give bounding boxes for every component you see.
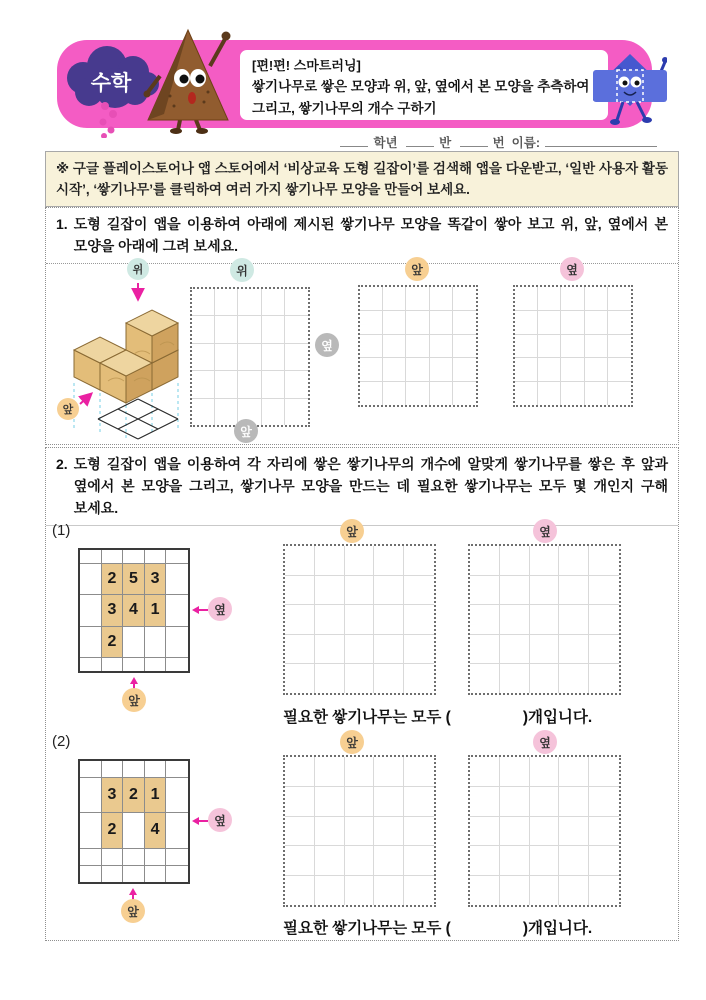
floor-grid	[98, 399, 178, 439]
grid-cell[interactable]	[285, 817, 315, 847]
grid-cell	[166, 866, 188, 882]
series-tag: [편!편! 스마트러닝]	[252, 58, 361, 73]
grid-cell[interactable]	[315, 605, 345, 635]
grid-cell[interactable]	[559, 846, 589, 876]
student-info-line	[335, 133, 662, 151]
grid-cell	[123, 813, 145, 848]
grid-cell	[166, 813, 188, 848]
grid-cell[interactable]	[589, 787, 619, 817]
grid-cell	[80, 595, 102, 627]
grid-cell[interactable]	[215, 371, 238, 398]
grid-cell[interactable]	[285, 316, 308, 343]
grid-cell[interactable]	[262, 344, 285, 371]
item-2-answer-sentence	[283, 916, 592, 938]
item-1-front-view-label: 앞	[340, 519, 364, 543]
grid-cell[interactable]	[500, 817, 530, 847]
grid-cell[interactable]	[470, 757, 500, 787]
question-2-text: 도형 길잡이 앱을 이용하여 각 자리에 쌓은 쌓기나무의 개수에 알맞게 쌓기나무를 쌓은 후 앞과 옆에서 본 모양을 그리고, 쌓기나무 모양을 만드는 데 필요한 쌓기나무는 모두 몇 개인지 구해 보세요.	[73, 456, 668, 516]
grid-cell	[166, 564, 188, 596]
grid-cell	[80, 849, 102, 866]
grid-cell[interactable]	[360, 382, 383, 405]
grid-cell	[80, 550, 102, 564]
grid-cell[interactable]	[404, 576, 434, 606]
grid-cell[interactable]	[315, 635, 345, 665]
grid-cell[interactable]	[561, 358, 584, 382]
grid-cell[interactable]	[530, 846, 560, 876]
answer-prefix: 필요한 쌓기나무는 모두 (	[283, 709, 451, 726]
answer-suffix: )개입니다.	[522, 920, 593, 937]
grid-cell[interactable]	[608, 382, 631, 405]
grid-cell[interactable]	[262, 371, 285, 398]
grid-cell	[145, 849, 167, 866]
grid-cell[interactable]	[559, 546, 589, 576]
grid-cell[interactable]	[515, 358, 538, 382]
grid-cell[interactable]	[500, 546, 530, 576]
name-blank[interactable]	[545, 134, 657, 147]
grid-cell[interactable]	[215, 289, 238, 316]
grid-cell[interactable]	[530, 787, 560, 817]
grid-cell[interactable]	[315, 757, 345, 787]
grid-cell	[166, 849, 188, 866]
grid-cell[interactable]	[585, 287, 608, 311]
grid-cell[interactable]	[215, 344, 238, 371]
grid-1-side-label: 옆	[208, 597, 232, 621]
grid-cell[interactable]	[345, 546, 375, 576]
figure-front-label: 앞	[62, 404, 74, 416]
grid-cell	[166, 627, 188, 659]
class-blank[interactable]	[406, 134, 434, 147]
grid-cell[interactable]	[559, 605, 589, 635]
top-grid-side-hint: 옆	[315, 333, 339, 357]
item-1-front-answer-grid[interactable]	[283, 544, 436, 695]
answer-suffix: )개입니다.	[522, 709, 593, 726]
grid-cell[interactable]	[238, 371, 261, 398]
grid-cell[interactable]	[406, 335, 429, 359]
triangle-mascot-icon	[138, 24, 238, 136]
grid-cell[interactable]	[215, 399, 238, 425]
grid-cell[interactable]	[500, 876, 530, 905]
count-grid-1	[78, 548, 190, 673]
grid-cell[interactable]	[589, 757, 619, 787]
grid-cell[interactable]	[470, 817, 500, 847]
grid-cell	[166, 550, 188, 564]
grid-cell[interactable]	[470, 546, 500, 576]
item-1-side-answer-grid[interactable]	[468, 544, 621, 695]
grid-cell[interactable]	[192, 289, 215, 316]
question-2-row	[46, 448, 678, 526]
grid-cell	[102, 550, 124, 564]
grid-cell[interactable]	[453, 335, 476, 359]
grid-cell: 1	[145, 778, 167, 813]
grid-cell[interactable]	[559, 787, 589, 817]
grid-cell	[123, 658, 145, 671]
grid-cell[interactable]	[315, 787, 345, 817]
grid-cell[interactable]	[404, 664, 434, 693]
grid-2-side-label: 옆	[208, 808, 232, 832]
grid-cell[interactable]	[585, 358, 608, 382]
grid-cell	[80, 813, 102, 848]
grade-label: 학년	[373, 136, 398, 150]
grid-cell: 3	[145, 564, 167, 596]
grid-cell[interactable]	[608, 335, 631, 359]
grid-cell[interactable]	[515, 382, 538, 405]
grid-cell[interactable]	[374, 664, 404, 693]
grid-cell[interactable]	[383, 358, 406, 382]
grid-cell[interactable]	[589, 817, 619, 847]
number-blank[interactable]	[460, 134, 488, 147]
grid-cell[interactable]	[404, 635, 434, 665]
grade-blank[interactable]	[340, 134, 368, 147]
grid-cell[interactable]	[538, 311, 561, 335]
grid-cell[interactable]	[430, 335, 453, 359]
grid-cell[interactable]	[530, 546, 560, 576]
grid-cell[interactable]	[500, 576, 530, 606]
title-box	[237, 47, 611, 123]
grid-1-front-label: 앞	[122, 688, 146, 712]
grid-cell[interactable]	[345, 817, 375, 847]
grid-cell[interactable]	[383, 335, 406, 359]
grid-cell	[80, 761, 102, 778]
item-2-label: (2)	[52, 733, 71, 750]
question-2-number: 2.	[56, 456, 68, 472]
view-label-side: 옆	[560, 257, 584, 281]
answer-grid-side-view[interactable]	[513, 285, 633, 407]
grid-cell[interactable]	[374, 787, 404, 817]
wood-cubes	[74, 310, 178, 403]
grid-cell[interactable]	[589, 664, 619, 693]
grid-cell[interactable]	[360, 311, 383, 335]
grid-cell[interactable]	[315, 546, 345, 576]
grid-cell[interactable]	[285, 399, 308, 425]
figure-top-label: 위	[132, 264, 144, 276]
grid-cell[interactable]	[374, 635, 404, 665]
grid-cell	[123, 849, 145, 866]
grid-cell[interactable]	[285, 635, 315, 665]
grid-cell[interactable]	[285, 846, 315, 876]
grid-cell	[102, 849, 124, 866]
grid-cell[interactable]	[470, 576, 500, 606]
grid-cell[interactable]	[470, 605, 500, 635]
grid-cell[interactable]	[470, 876, 500, 905]
view-label-top: 위	[230, 258, 254, 282]
grid-cell[interactable]	[345, 605, 375, 635]
grid-cell[interactable]	[192, 344, 215, 371]
grid-cell[interactable]	[315, 817, 345, 847]
grid-cell[interactable]	[374, 846, 404, 876]
grid-cell[interactable]	[404, 757, 434, 787]
answer-grid-top-view[interactable]	[190, 287, 310, 427]
grid-cell: 4	[145, 813, 167, 848]
grid-cell[interactable]	[470, 635, 500, 665]
grid-cell[interactable]	[589, 605, 619, 635]
grid-cell[interactable]	[561, 287, 584, 311]
item-1-answer-sentence	[283, 705, 592, 727]
question-1-number: 1.	[56, 216, 68, 232]
grid-cell[interactable]	[192, 316, 215, 343]
grid-cell	[166, 658, 188, 671]
item-2-side-view-label: 옆	[533, 730, 557, 754]
grid-cell	[123, 761, 145, 778]
grid-cell	[102, 866, 124, 882]
grid-cell[interactable]	[345, 576, 375, 606]
grid-cell[interactable]	[315, 576, 345, 606]
grid-cell	[80, 778, 102, 813]
grid-cell[interactable]	[585, 382, 608, 405]
count-grid-2	[78, 759, 190, 884]
grid-cell: 2	[102, 627, 124, 659]
grid-cell	[80, 866, 102, 882]
item-2-side-answer-grid[interactable]	[468, 755, 621, 907]
grid-cell[interactable]	[530, 635, 560, 665]
grid-cell[interactable]	[345, 876, 375, 905]
grid-cell[interactable]	[559, 817, 589, 847]
grid-cell[interactable]	[345, 635, 375, 665]
app-notice-box: ※ 구글 플레이스토어나 앱 스토어에서 ‘비상교육 도형 길잡이’를 검색해 앱을 다운받고, ‘일반 사용자 활동 시작’, ‘쌓기나무’를 클릭하여 여러 가지 쌓기나무 모양을 만들어 보세요.	[45, 151, 679, 207]
grid-cell[interactable]	[559, 576, 589, 606]
badge-label: 수학	[90, 72, 132, 95]
answer-grid-front-view[interactable]	[358, 285, 478, 407]
grid-cell[interactable]	[406, 358, 429, 382]
grid-cell[interactable]	[559, 757, 589, 787]
grid-cell[interactable]	[238, 316, 261, 343]
grid-cell[interactable]	[345, 846, 375, 876]
grid-cell[interactable]	[530, 757, 560, 787]
grid-cell[interactable]	[559, 664, 589, 693]
grid-cell[interactable]	[285, 757, 315, 787]
grid-cell[interactable]	[315, 846, 345, 876]
grid-cell	[102, 658, 124, 671]
grid-cell[interactable]	[515, 287, 538, 311]
grid-cell[interactable]	[589, 846, 619, 876]
side-arrow-icon	[191, 604, 209, 616]
grid-cell[interactable]	[360, 335, 383, 359]
grid-cell[interactable]	[404, 546, 434, 576]
grid-cell[interactable]	[589, 635, 619, 665]
grid-cell[interactable]	[500, 605, 530, 635]
grid-cell[interactable]	[192, 399, 215, 425]
grid-cell[interactable]	[383, 382, 406, 405]
grid-cell[interactable]	[406, 382, 429, 405]
side-arrow-icon	[191, 815, 209, 827]
grid-cell[interactable]	[538, 287, 561, 311]
grid-cell[interactable]	[561, 335, 584, 359]
grid-cell[interactable]	[453, 382, 476, 405]
grid-cell[interactable]	[360, 358, 383, 382]
grid-cell[interactable]	[285, 605, 315, 635]
grid-2-front-label: 앞	[121, 899, 145, 923]
grid-cell: 3	[102, 778, 124, 813]
grid-cell	[166, 595, 188, 627]
grid-cell[interactable]	[608, 311, 631, 335]
grid-cell[interactable]	[406, 287, 429, 311]
grid-cell	[80, 564, 102, 596]
grid-cell[interactable]	[404, 787, 434, 817]
question-1-text: 도형 길잡이 앱을 이용하여 아래에 제시된 쌓기나무 모양을 똑같이 쌓아 보고 위, 앞, 옆에서 본 모양을 아래에 그려 보세요.	[73, 216, 668, 254]
grid-cell[interactable]	[430, 287, 453, 311]
grid-cell[interactable]	[315, 664, 345, 693]
grid-cell[interactable]	[530, 576, 560, 606]
grid-cell[interactable]	[374, 605, 404, 635]
grid-cell[interactable]	[559, 635, 589, 665]
grid-cell[interactable]	[430, 358, 453, 382]
front-view-arrow-icon	[80, 394, 91, 404]
grid-cell: 2	[102, 564, 124, 596]
grid-cell[interactable]	[470, 846, 500, 876]
grid-cell[interactable]	[430, 382, 453, 405]
grid-cell[interactable]	[538, 358, 561, 382]
grid-cell[interactable]	[530, 605, 560, 635]
grid-cell[interactable]	[192, 371, 215, 398]
view-label-front: 앞	[405, 257, 429, 281]
grid-cell: 2	[123, 778, 145, 813]
grid-cell[interactable]	[383, 287, 406, 311]
grid-cell[interactable]	[608, 358, 631, 382]
grid-cell[interactable]	[374, 576, 404, 606]
grid-cell[interactable]	[383, 311, 406, 335]
grid-cell[interactable]	[453, 358, 476, 382]
grid-cell	[166, 778, 188, 813]
grid-cell[interactable]	[238, 289, 261, 316]
item-2-front-answer-grid[interactable]	[283, 755, 436, 907]
grid-cell[interactable]	[374, 817, 404, 847]
number-label: 번	[492, 136, 505, 150]
grid-cell[interactable]	[500, 635, 530, 665]
grid-cell[interactable]	[238, 344, 261, 371]
grid-cell[interactable]	[215, 316, 238, 343]
grid-cell[interactable]	[345, 787, 375, 817]
grid-cell[interactable]	[345, 757, 375, 787]
grid-cell[interactable]	[360, 287, 383, 311]
grid-cell[interactable]	[515, 335, 538, 359]
grid-cell[interactable]	[559, 876, 589, 905]
grid-cell	[145, 866, 167, 882]
grid-cell[interactable]	[285, 546, 315, 576]
grid-cell[interactable]	[585, 311, 608, 335]
grid-cell	[145, 550, 167, 564]
grid-cell: 5	[123, 564, 145, 596]
grid-cell	[80, 627, 102, 659]
grid-cell[interactable]	[285, 787, 315, 817]
grid-cell[interactable]	[315, 876, 345, 905]
grid-cell[interactable]	[530, 876, 560, 905]
grid-cell	[145, 761, 167, 778]
grid-cell	[102, 761, 124, 778]
grid-cell[interactable]	[285, 289, 308, 316]
grid-cell: 4	[123, 595, 145, 627]
grid-cell	[80, 658, 102, 671]
grid-cell[interactable]	[404, 876, 434, 905]
grid-cell[interactable]	[374, 757, 404, 787]
grid-cell[interactable]	[530, 664, 560, 693]
name-label: 이름:	[511, 136, 540, 150]
title-line-1: 쌓기나무로 쌓은 모양과 위, 앞, 옆에서 본 모양을 추측하여	[252, 79, 590, 94]
grid-cell[interactable]	[430, 311, 453, 335]
grid-cell[interactable]	[285, 344, 308, 371]
grid-cell[interactable]	[404, 605, 434, 635]
grid-cell	[145, 658, 167, 671]
grid-cell	[123, 550, 145, 564]
grid-cell	[123, 627, 145, 659]
grid-cell[interactable]	[500, 846, 530, 876]
grid-cell[interactable]	[500, 787, 530, 817]
grid-cell: 1	[145, 595, 167, 627]
grid-cell[interactable]	[262, 289, 285, 316]
grid-cell[interactable]	[538, 382, 561, 405]
grid-cell[interactable]	[585, 335, 608, 359]
grid-cell[interactable]	[470, 787, 500, 817]
grid-cell[interactable]	[589, 576, 619, 606]
grid-cell[interactable]	[404, 846, 434, 876]
grid-cell[interactable]	[470, 664, 500, 693]
grid-cell[interactable]	[500, 757, 530, 787]
item-1-label: (1)	[52, 522, 71, 539]
grid-cell[interactable]	[589, 546, 619, 576]
grid-cell[interactable]	[500, 664, 530, 693]
class-label: 반	[439, 136, 452, 150]
grid-cell[interactable]	[374, 546, 404, 576]
grid-cell[interactable]	[538, 335, 561, 359]
grid-cell: 2	[102, 813, 124, 848]
grid-cell[interactable]	[608, 287, 631, 311]
grid-cell[interactable]	[561, 311, 584, 335]
grid-cell[interactable]	[285, 576, 315, 606]
grid-cell[interactable]	[530, 817, 560, 847]
grid-cell[interactable]	[404, 817, 434, 847]
grid-cell[interactable]	[345, 664, 375, 693]
grid-cell[interactable]	[561, 382, 584, 405]
grid-cell[interactable]	[285, 876, 315, 905]
item-1-side-view-label: 옆	[533, 519, 557, 543]
cube-net-mascot-icon	[593, 50, 667, 138]
grid-cell[interactable]	[406, 311, 429, 335]
top-grid-front-hint: 앞	[234, 419, 258, 443]
item-2-front-view-label: 앞	[340, 730, 364, 754]
grid-cell[interactable]	[374, 876, 404, 905]
grid-cell[interactable]	[453, 311, 476, 335]
grid-cell[interactable]	[589, 876, 619, 905]
grid-cell[interactable]	[262, 399, 285, 425]
title-line-2: 그리고, 쌓기나무의 개수 구하기	[252, 101, 437, 116]
grid-cell[interactable]	[262, 316, 285, 343]
answer-prefix: 필요한 쌓기나무는 모두 (	[283, 920, 451, 937]
grid-cell	[166, 761, 188, 778]
grid-cell[interactable]	[453, 287, 476, 311]
grid-cell	[123, 866, 145, 882]
grid-cell[interactable]	[285, 664, 315, 693]
grid-cell: 3	[102, 595, 124, 627]
grid-cell[interactable]	[285, 371, 308, 398]
grid-cell[interactable]	[515, 311, 538, 335]
grid-cell	[145, 627, 167, 659]
